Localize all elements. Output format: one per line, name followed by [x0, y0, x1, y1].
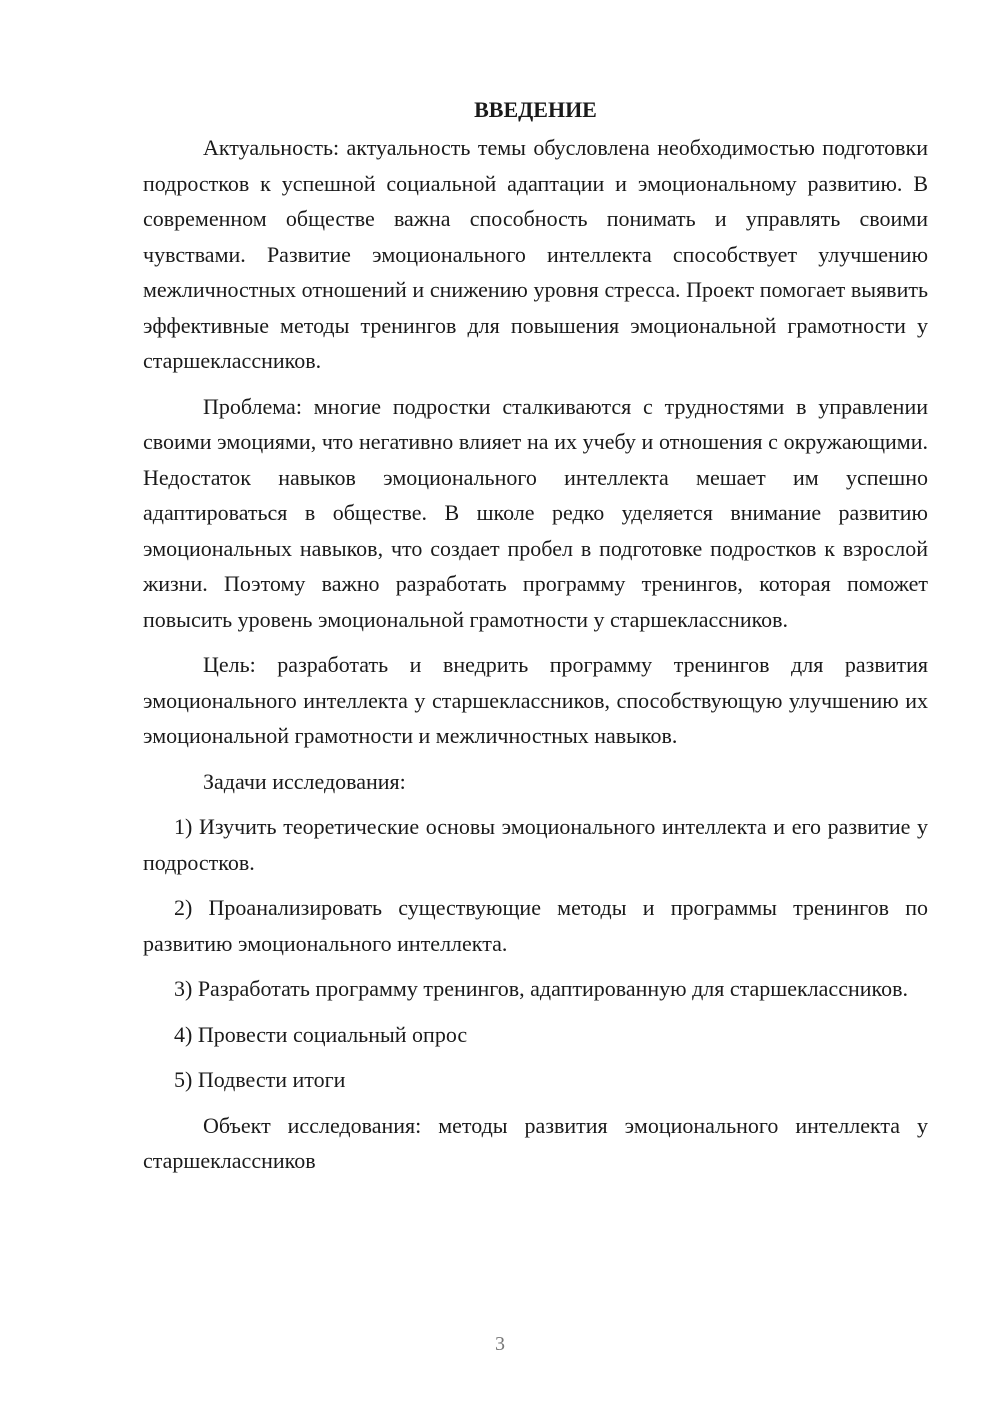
- paragraph-object: Объект исследования: методы развития эмоционального интеллекта у старшеклассников: [143, 1112, 928, 1173]
- document-page: [143, 92, 928, 1179]
- paragraph-goal: Цель: разработать и внедрить программу тренингов для развития эмоционального интеллекта у старшеклассников, способствующую улучшению их эмоциональной грамотности и межличностных навыков.: [143, 652, 928, 748]
- task-item-3: 3) Разработать программу тренингов, адаптированную для старшеклассников.: [174, 976, 908, 1001]
- paragraph-relevance: Актуальность: актуальность темы обусловлена необходимостью подготовки подростков к успешной социальной адаптации и эмоциональному развитию. В современном обществе важна способность понимать и управлять своими чувствами. Развитие эмоционального интеллекта способствует улучшению межличностных отношений и снижению уровня стресса. Проект помогает выявить эффективные методы тренингов для повышения эмоциональной грамотности у старшеклассников.: [143, 135, 928, 373]
- tasks-title: Задачи исследования:: [203, 768, 406, 794]
- section-heading: ВВЕДЕНИЕ: [474, 97, 597, 122]
- paragraph-problem: Проблема: многие подростки сталкиваются с трудностями в управлении своими эмоциями, что негативно влияет на их учебу и отношения с окружающими. Недостаток навыков эмоционального интеллекта мешает им успешно адаптироваться в обществе. В школе редко уделяется внимание развитию эмоциональных навыков, что создает пробел в подготовке подростков к взрослой жизни. Поэтому важно разработать программу тренингов, которая поможет повысить уровень эмоциональной грамотности у старшеклассников.: [143, 393, 928, 632]
- task-item-5: 5) Подвести итоги: [174, 1067, 346, 1092]
- page-number: 3: [495, 1333, 505, 1355]
- task-item-1: 1) Изучить теоретические основы эмоционального интеллекта и его развитие у подростков.: [143, 814, 928, 875]
- task-item-4: 4) Провести социальный опрос: [174, 1021, 468, 1047]
- task-item-2: 2) Проанализировать существующие методы и программы тренингов по развитию эмоционального интеллекта.: [143, 895, 928, 956]
